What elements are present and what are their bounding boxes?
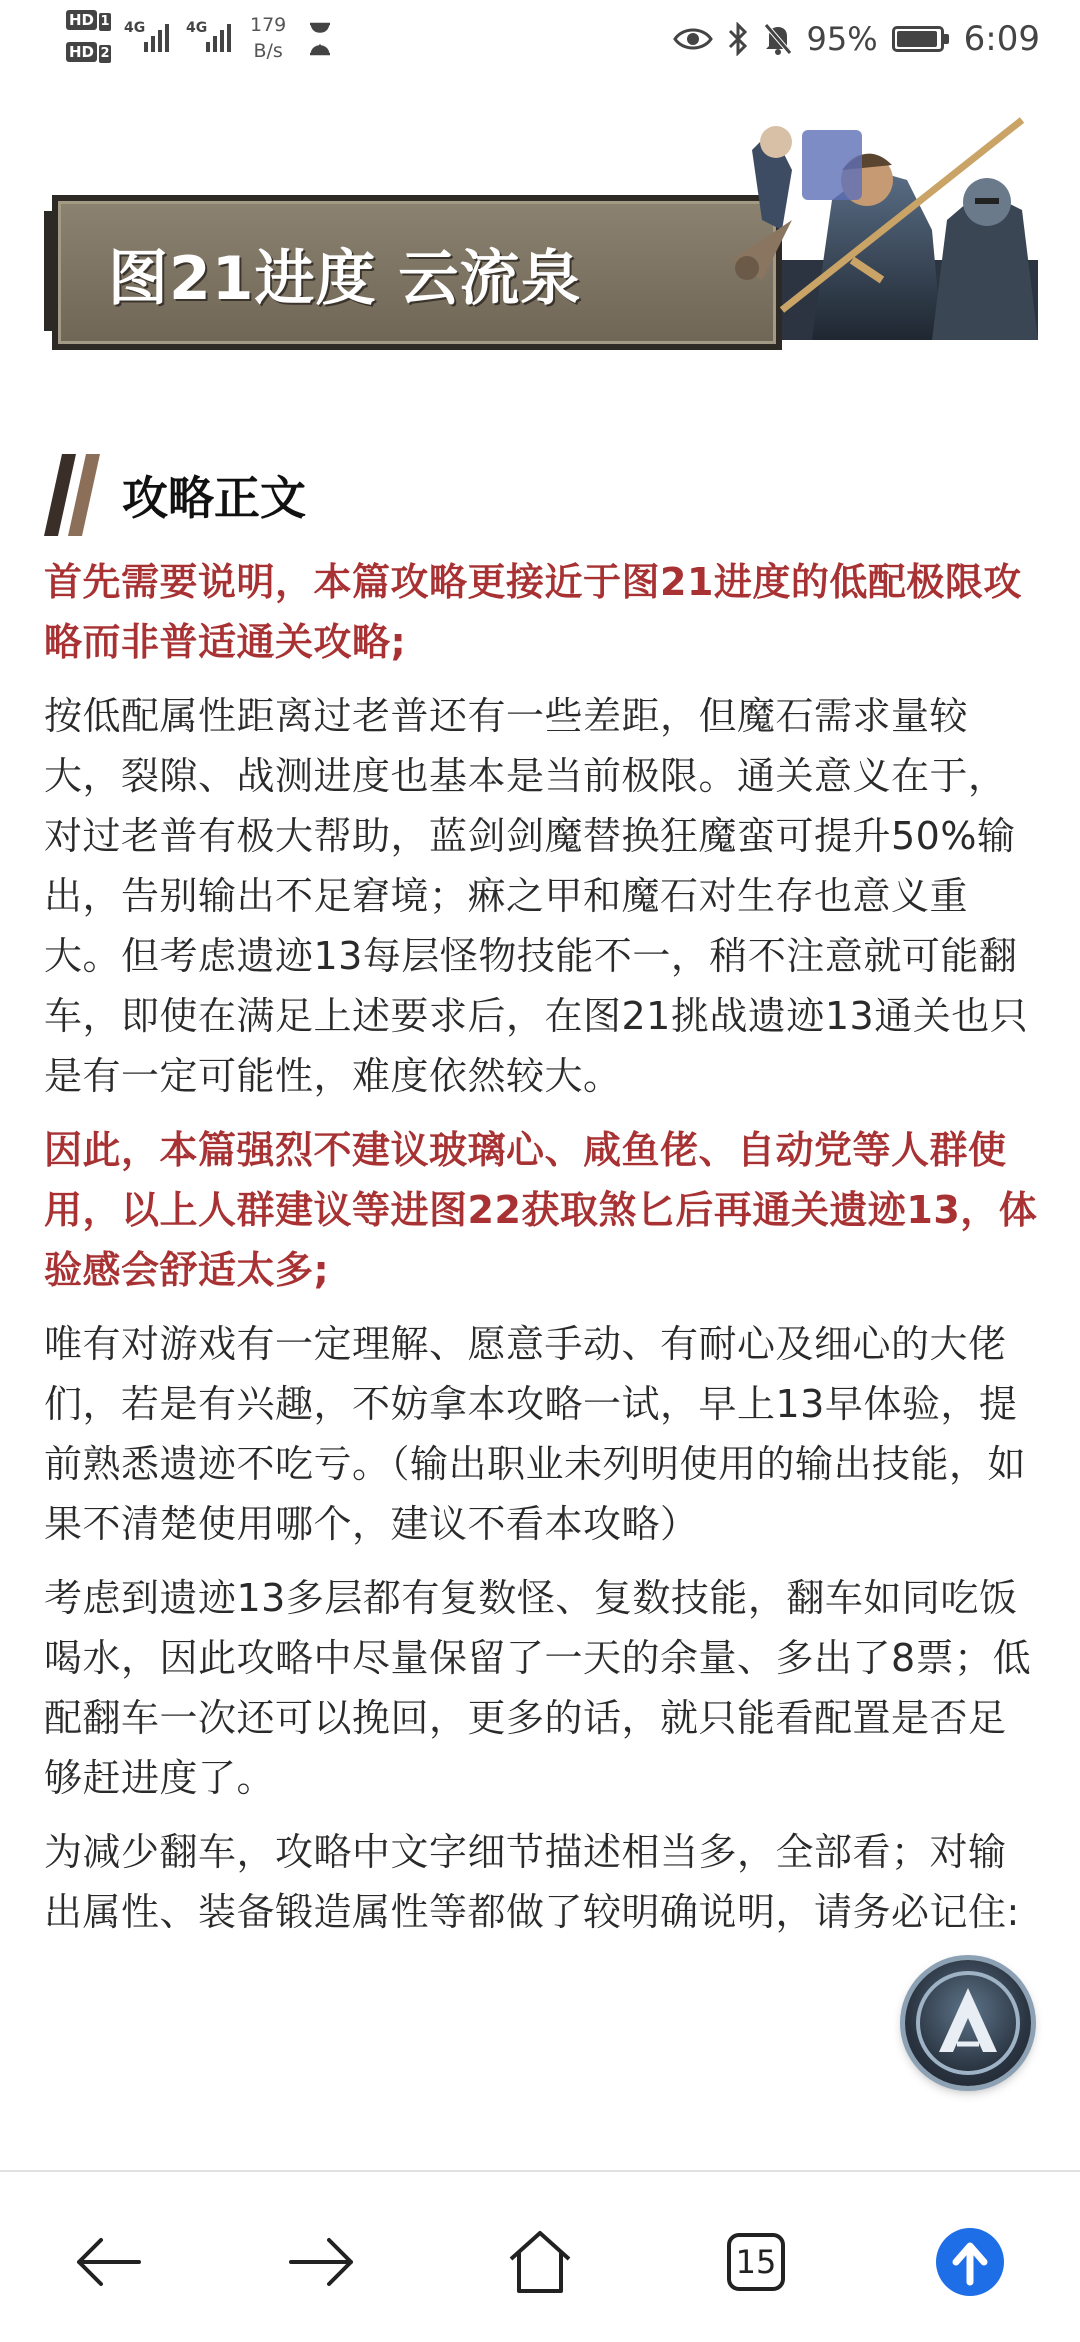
back-arrow-icon [73,2237,143,2287]
battery-icon [892,26,944,52]
hd-voice-1-badge: HD 1 [66,10,112,32]
tabs-button[interactable] [706,2212,806,2312]
clock: 6:09 [963,19,1040,59]
scroll-top-icon [934,2226,1006,2298]
section-header [44,450,306,540]
home-icon [505,2227,575,2297]
hourglass-icon [308,22,332,56]
home-button[interactable] [490,2212,590,2312]
game-logo-icon [905,1960,1031,2086]
forward-button[interactable] [272,2212,372,2312]
bluetooth-icon [727,22,749,56]
banner-title: 图21进度 云流泉 [108,244,582,314]
tabs-icon [726,2232,786,2292]
section-title: 攻略正文 [122,471,306,525]
article-banner [52,110,1038,356]
tab-count: 15 [735,2243,777,2281]
article-paragraph: 因此，本篇强烈不建议玻璃心、咸鱼佬、自动党等人群使用，以上人群建议等进图22获取煞匕后再通关遗迹13，体验感会舒适太多; [44,1128,1038,1292]
article-paragraph: 考虑到遗迹13多层都有复数怪、复数技能，翻车如同吃饭喝水，因此攻略中尽量保留了一天的余量、多出了8票；低配翻车一次还可以挽回，更多的话，就只能看配置是否足够赶进度了。 [44,1576,1032,1800]
banner-plate [52,195,782,350]
eye-icon [673,25,713,53]
article-paragraph: 首先需要说明，本篇攻略更接近于图21进度的低配极限攻略而非普适通关攻略; [44,560,1022,664]
article-body [44,552,1038,1956]
network-speed: 179 B/s [250,14,287,62]
signal-sim1-icon: 4G [124,20,176,52]
floating-game-button[interactable] [905,1960,1031,2086]
browser-bottom-nav [0,2170,1080,2342]
battery-percent: 95% [806,20,878,58]
section-marker-icon [44,454,104,536]
forward-arrow-icon [287,2237,357,2287]
article-paragraph: 为减少翻车，攻略中文字细节描述相当多，全部看；对输出属性、装备锻造属性等都做了较明确说明，请务必记住: [44,1830,1020,1934]
article-paragraph: 唯有对游戏有一定理解、愿意手动、有耐心及细心的大佬们，若是有兴趣，不妨拿本攻略一试，早上13早体验，提前熟悉遗迹不吃亏。（输出职业未列明使用的输出技能，如果不清楚使用哪个，建议不看本攻略） [44,1322,1027,1546]
signal-sim2-icon: 4G [186,20,238,52]
article-paragraph: 按低配属性距离过老普还有一些差距，但魔石需求量较大，裂隙、战测进度也基本是当前极限。通关意义在于，对过老普有极大帮助，蓝剑剑魔替换狂魔蛮可提升50%输出，告别输出不足窘境；痳之甲和魔石对生存也意义重大。但考虑遗迹13每层怪物技能不一，稍不注意就可能翻车，即使在满足上述要求后，在图21挑战遗迹13通关也只是有一定可能性，难度依然较大。 [44,694,1029,1098]
hd-voice-2-badge: HD 2 [66,42,112,64]
scroll-top-button[interactable] [920,2212,1020,2312]
mute-icon [763,22,793,56]
status-bar [0,0,1080,80]
heroes-illustration-icon [692,110,1038,340]
back-button[interactable] [58,2212,158,2312]
